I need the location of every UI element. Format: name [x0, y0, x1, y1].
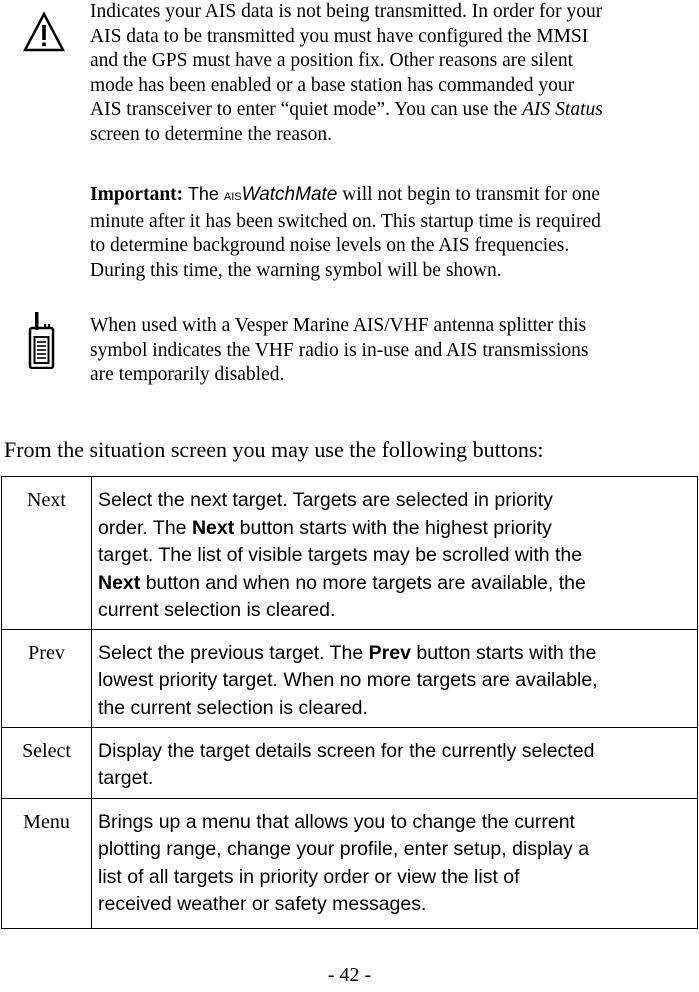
warning-triangle-icon: [22, 11, 66, 55]
table-row: [2, 629, 698, 727]
vhf-radio-icon: [28, 311, 56, 369]
radio-description: When used with a Vesper Marine AIS/VHF antenna splitter this symbol indicates the VHF radio is in-use and AIS transmissions are temporarily disabled.: [90, 315, 589, 385]
brand-prefix: AIS: [223, 191, 242, 203]
button-name-prev: Prev: [2, 629, 92, 727]
buttons-table: [1, 476, 698, 929]
button-name-select: Select: [2, 727, 92, 798]
brand-name: WatchMate: [241, 184, 338, 205]
button-name-next: Next: [2, 477, 92, 630]
button-desc-next: Select the next target. Targets are selected in priority order. The Next button starts with the highest priority target. The list of visible targets may be scrolled with the Next button and when no more targets are available, the current selection is cleared.: [92, 477, 698, 630]
important-note: Important: The AISWatchMate will not begin to transmit for one minute after it has been switched on. This startup time is required to determine background noise levels on the AIS frequencies. During this time, the warning symbol will be shown.: [90, 184, 601, 281]
button-desc-prev: Select the previous target. The Prev button starts with the lowest priority target. When no more targets are available, the current selection is cleared.: [92, 629, 698, 727]
table-row: [2, 727, 698, 798]
button-desc-menu: Brings up a menu that allows you to change the current plotting range, change your profile, enter setup, display a list of all targets in priority order or view the list of received weather or safety messages.: [92, 798, 698, 928]
button-name-menu: Menu: [2, 798, 92, 928]
warning-description: Indicates your AIS data is not being transmitted. In order for your AIS data to be transmitted you must have configured the MMSI and the GPS must have a position fix. Other reasons are silent mode has been enabled or a base station has commanded your AIS transceiver to enter “quiet mode”. You can use the AIS Status screen to determine the reason.: [90, 1, 603, 145]
table-row: [2, 798, 698, 928]
important-label: Important:: [90, 184, 184, 205]
page-number: - 42 -: [327, 964, 372, 986]
buttons-intro: From the situation screen you may use the following buttons:: [4, 437, 544, 462]
table-row: [2, 477, 698, 630]
button-desc-select: Display the target details screen for the currently selected target.: [92, 727, 698, 798]
ais-status-screen-ref: AIS Status: [522, 99, 603, 120]
